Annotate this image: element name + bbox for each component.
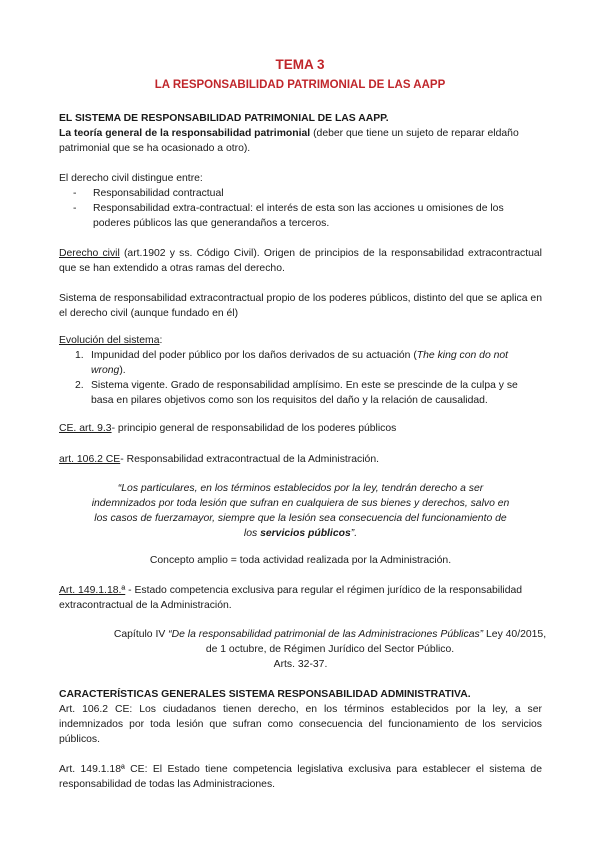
evolucion-item: Sistema vigente. Grado de responsabilidad amplísimo. En este se prescinde de la culpa y se basa en pilares objetivos como son los requisitos del daño y la relación de causalidad. [91, 380, 518, 406]
list-number: 2. [75, 380, 84, 391]
art149-paragraph [59, 583, 542, 613]
evolucion-item-italic: The king con do not wrong [91, 350, 509, 376]
capitulo-prefix: Capítulo IV [113, 629, 169, 640]
theory-rest: (deber que tiene un sujeto de reparar eldaño patrimonial que se ha ocasionado a otro). [59, 128, 519, 154]
sistema-paragraph: Sistema de responsabilidad extracontractual propio de los poderes públicos, distinto del que se aplica en el derecho civil (aunque fundado en él) [59, 293, 542, 319]
evolucion-item [91, 348, 543, 378]
evolucion-colon: : [159, 335, 163, 346]
bullet-marker: - [73, 203, 77, 214]
art149-text: - Estado competencia exclusiva para regular el régimen jurídico de la responsabilidad extracontractual de la Administración. [59, 585, 523, 611]
page-title: TEMA 3 [275, 57, 325, 72]
section2-heading: CARACTERÍSTICAS GENERALES SISTEMA RESPONSABILIDAD ADMINISTRATIVA. [59, 689, 471, 700]
capitulo-arts: Arts. 32-37. [273, 659, 328, 670]
evolucion-heading [59, 333, 542, 348]
derecho-civil-paragraph [59, 246, 542, 276]
page-subtitle: LA RESPONSABILIDAD PATRIMONIAL DE LAS AAPP [154, 79, 446, 91]
art149-label: Art. 149.1.18.ª [59, 585, 126, 596]
derecho-civil-text: (art.1902 y ss. Código Civil). Origen de principios de la responsabilidad extracontractual que se han extendido a otras ramas del derecho. [59, 248, 542, 274]
art1062-label: art. 106.2 CE [59, 454, 121, 465]
quote-text: “Los particulares, en los términos establecidos por la ley, tendrán derecho a ser indemnizados por toda lesión que sufran en cualquiera de sus bienes y derechos, salvo en los casos de fuerzamayor, siempre que la lesión sea consecuencia del funcionamiento de los [91, 483, 510, 539]
list-number: 1. [75, 350, 84, 361]
capitulo-reference [110, 627, 550, 657]
legal-quote [88, 481, 513, 541]
derecho-civil-label: Derecho civil [59, 248, 120, 259]
quote-end: ”. [350, 528, 358, 539]
quote-bold: servicios públicos [260, 528, 351, 539]
ce93-text: - principio general de responsabilidad de los poderes públicos [111, 423, 397, 434]
evolucion-item-end: ). [119, 365, 126, 376]
bullet-marker: - [73, 188, 77, 199]
evolucion-item-text: Impunidad del poder público por los daños derivados de su actuación ( [91, 350, 417, 361]
section2-paragraph-1: Art. 106.2 CE: Los ciudadanos tienen derecho, en los términos establecidos por la ley, a ser indemnizados por toda lesión que sufran como consecuencia del funcionamiento de los servicios públicos. [59, 704, 542, 745]
art1062-line [59, 452, 542, 467]
theory-bold: La teoría general de la responsabilidad patrimonial [59, 128, 311, 139]
evolucion-label: Evolución del sistema [59, 335, 160, 346]
capitulo-rest: Ley 40/2015, de 1 octubre, de Régimen Jurídico del Sector Público. [205, 629, 547, 655]
section1-heading: EL SISTEMA DE RESPONSABILIDAD PATRIMONIAL DE LAS AAPP. [59, 113, 389, 124]
ce93-line [59, 421, 542, 436]
art1062-text: - Responsabilidad extracontractual de la Administración. [120, 454, 379, 465]
ce93-label: CE. art. 9.3 [59, 423, 112, 434]
civil-intro: El derecho civil distingue entre: [59, 173, 203, 184]
concepto-line: Concepto amplio = toda actividad realizada por la Administración. [149, 555, 452, 566]
section2-paragraph-2: Art. 149.1.18ª CE: El Estado tiene competencia legislativa exclusiva para establecer el sistema de responsabilidad de todas las Administraciones. [59, 764, 542, 790]
bullet-item: Responsabilidad contractual [93, 188, 224, 199]
capitulo-italic: “De la responsabilidad patrimonial de las Administraciones Públicas” [168, 629, 484, 640]
bullet-item: Responsabilidad extra-contractual: el interés de esta son las acciones u omisiones de los poderes públicos las que generandaños a terceros. [93, 203, 504, 229]
theory-paragraph [59, 126, 542, 156]
